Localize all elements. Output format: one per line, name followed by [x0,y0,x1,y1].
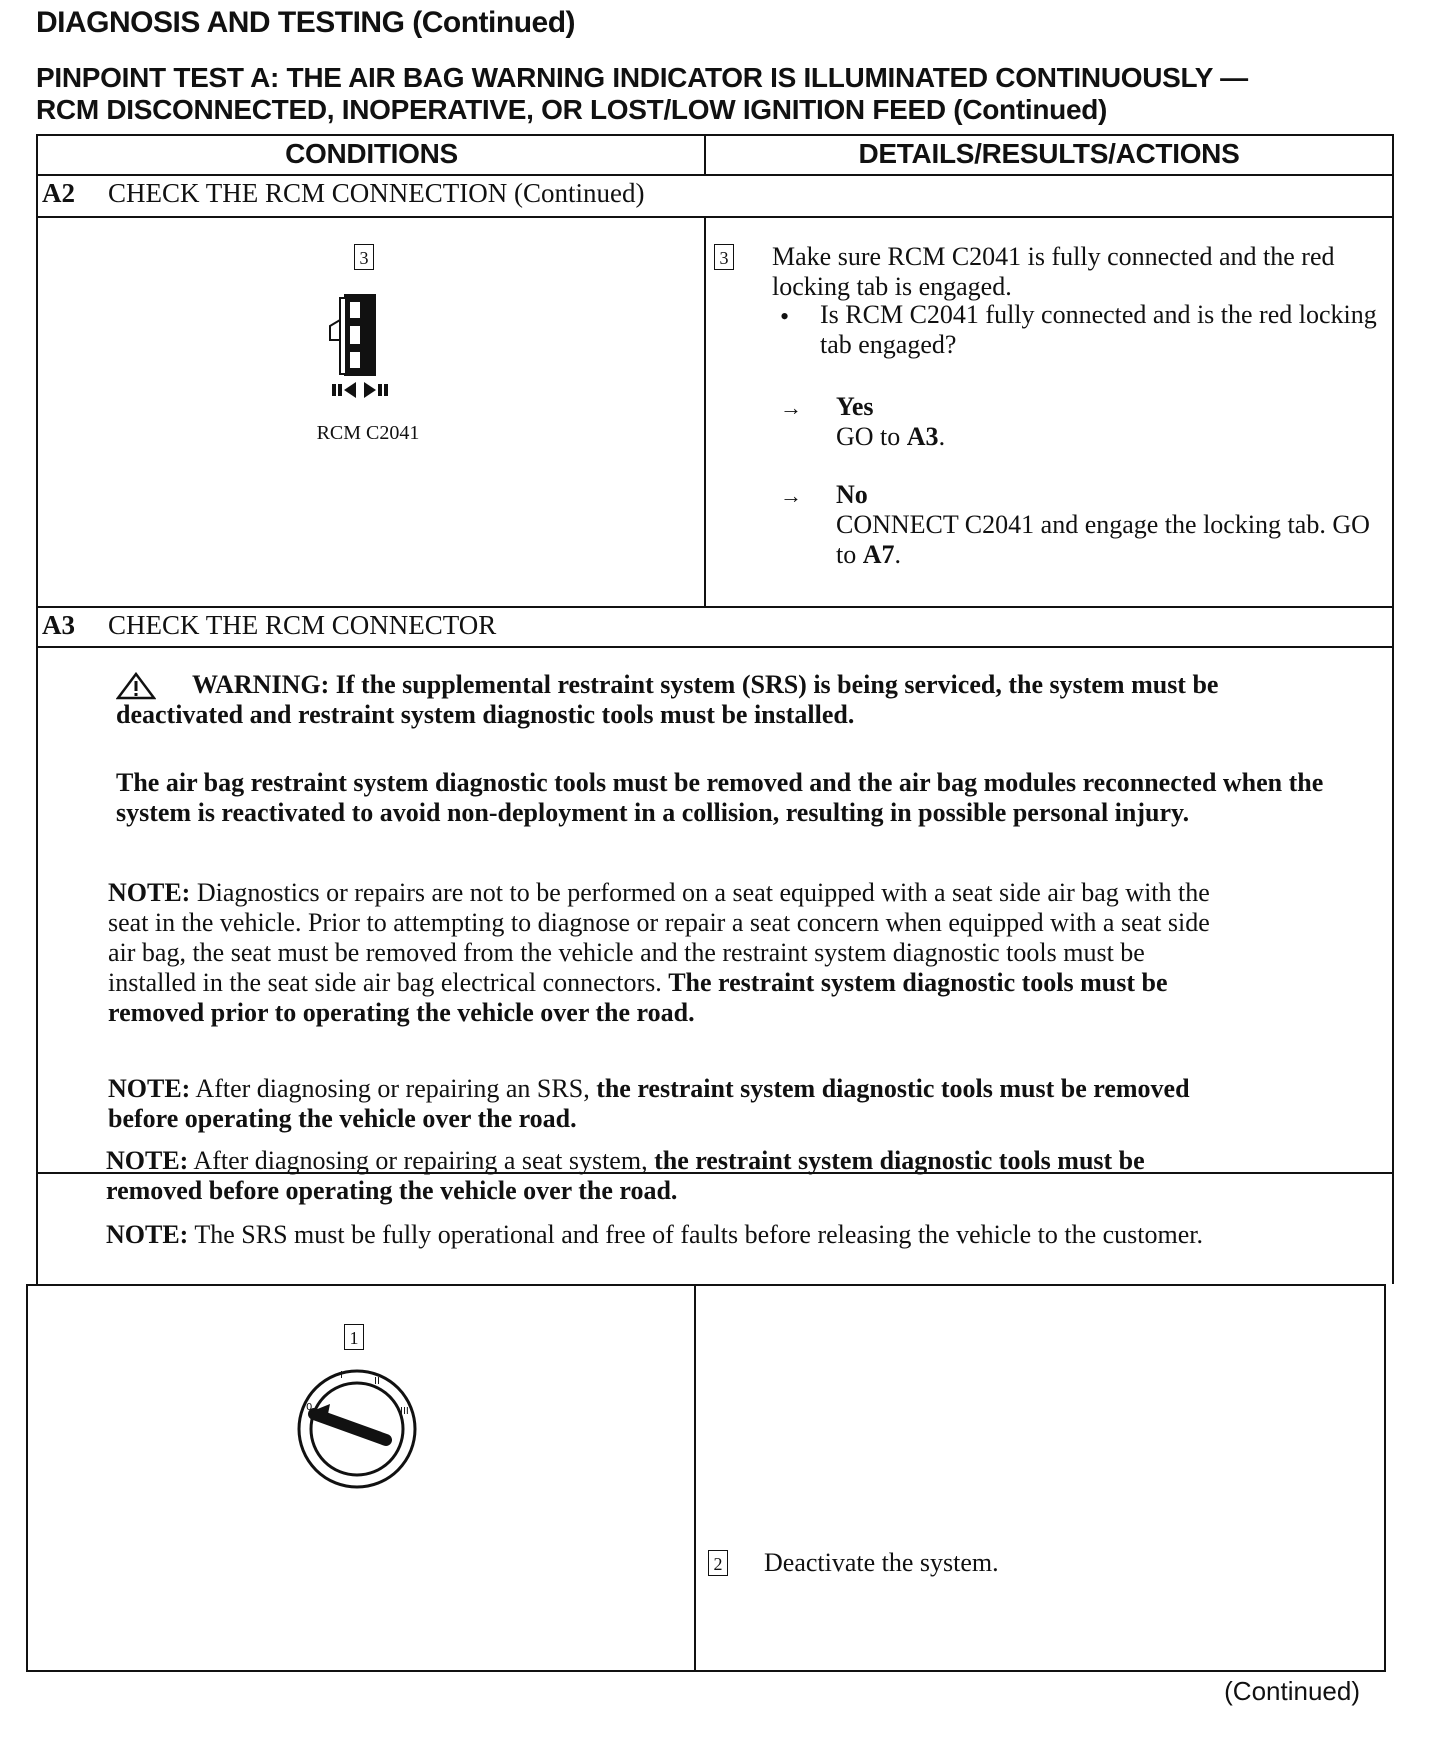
a3-note-1-bold: The restraint system diagnostic tools must be removed prior to operating the vehicle over the road. [108,968,1168,1027]
a3-note-1 [108,878,1238,1028]
rcm-connector-icon [318,284,428,404]
svg-text:II: II [374,1376,380,1387]
step-a3-id: A3 [42,610,75,640]
a3-step-text: Deactivate the system. [764,1548,999,1577]
a3-note-1-text: Diagnostics or repairs are not to be performed on a seat equipped with a seat side air bag with the seat in the vehicle. Prior to attempting to diagnose or repair a seat concern when equipped with a seat side air bag, the seat must be removed from the vehicle and the restraint system diagnostic tools must be installed in the seat side air bag electrical connectors. [108,878,1210,997]
continued-label: (Continued) [1224,1676,1360,1706]
a3-note-1-label: NOTE: [108,878,191,907]
a2-yes-action-text: GO to [836,422,907,451]
a3-note-4-text: The SRS must be fully operational and free of faults before releasing the vehicle to the customer. [194,1220,1204,1249]
a3-note-3-label: NOTE: [106,1146,189,1175]
a3-figure-callout [344,1324,364,1350]
step-a3-header [42,610,496,641]
a2-figure-callout [354,244,374,270]
a2-no-result [780,480,1380,511]
a3-note-2 [108,1074,1238,1134]
a2-figure-caption: RCM C2041 [316,422,420,444]
a3-figure-number: 1 [344,1324,364,1350]
a3-note-3-bold: the restraint system diagnostic tools must be removed before operating the vehicle over the road. [106,1146,1145,1205]
a3-note-3 [106,1146,1236,1206]
a3-warning-1-text: WARNING: If the supplemental restraint system (SRS) is being serviced, the system must be deactivated and restraint system diagnostic tools must be installed. [116,670,1219,729]
a3-note-4-label: NOTE: [106,1220,189,1249]
a3-note-4 [106,1220,1236,1250]
svg-text:I: I [340,1370,343,1381]
a2-instruction: Make sure RCM C2041 is fully connected and the red locking tab is engaged. [772,242,1335,301]
a2-yes-action: GO to A3. [836,422,946,451]
test-title-line-2: RCM DISCONNECTED, INOPERATIVE, OR LOST/LOW IGNITION FEED (Continued) [36,94,1108,125]
a2-yes-result [780,392,1380,423]
conditions-column-header: CONDITIONS [285,138,458,169]
a2-no-action-text: CONNECT C2041 and engage the locking tab. GO to [836,510,1370,569]
yes-arrow-icon: → [780,395,802,420]
warning-triangle-icon [116,672,156,700]
step-a2-id: A2 [42,178,75,208]
a2-step-callout [714,244,734,270]
a2-no-action: CONNECT C2041 and engage the locking tab. GO to A7. [836,510,1370,569]
test-title-line-1: PINPOINT TEST A: THE AIR BAG WARNING INDICATOR IS ILLUMINATED CONTINUOUSLY — [36,62,1248,93]
a2-yes-label: Yes [836,392,874,421]
step-a3-title: CHECK THE RCM CONNECTOR [108,610,497,640]
step-a2-title: CHECK THE RCM CONNECTION (Continued) [108,178,645,208]
a3-step-number: 2 [708,1550,728,1576]
page-heading: DIAGNOSIS AND TESTING (Continued) [36,6,576,39]
a3-note-2-text: After diagnosing or repairing an SRS, [195,1074,590,1103]
ignition-switch-icon [292,1364,422,1494]
pinpoint-test-title [36,62,1406,126]
a3-note-2-label: NOTE: [108,1074,191,1103]
svg-text:0: 0 [306,1402,313,1413]
a2-no-target: A7 [862,540,895,569]
a2-no-label: No [836,480,868,509]
pinpoint-test-table [36,134,1394,1174]
a3-warning-1 [116,670,1306,730]
a2-figure-number: 3 [354,244,374,270]
a2-bullet: • [780,302,790,331]
step-a2-header [42,178,645,209]
no-arrow-icon: → [780,483,802,508]
a3-note-3-text: After diagnosing or repairing a seat system, [193,1146,648,1175]
a2-question: Is RCM C2041 fully connected and is the red locking tab engaged? [820,300,1377,359]
a3-step-callout [708,1550,728,1576]
a3-note-2-bold: the restraint system diagnostic tools must be removed before operating the vehicle over the road. [108,1074,1190,1133]
details-column-header: DETAILS/RESULTS/ACTIONS [858,138,1240,169]
a2-step-number: 3 [714,244,734,270]
svg-text:III: III [400,1406,409,1417]
a3-step-table [26,1284,1386,1672]
a3-warning-2: The air bag restraint system diagnostic tools must be removed and the air bag modules reconnected when the system is reactivated to avoid non-deployment in a collision, resulting in possible personal injury. [116,768,1324,827]
a2-yes-target: A3 [906,422,939,451]
